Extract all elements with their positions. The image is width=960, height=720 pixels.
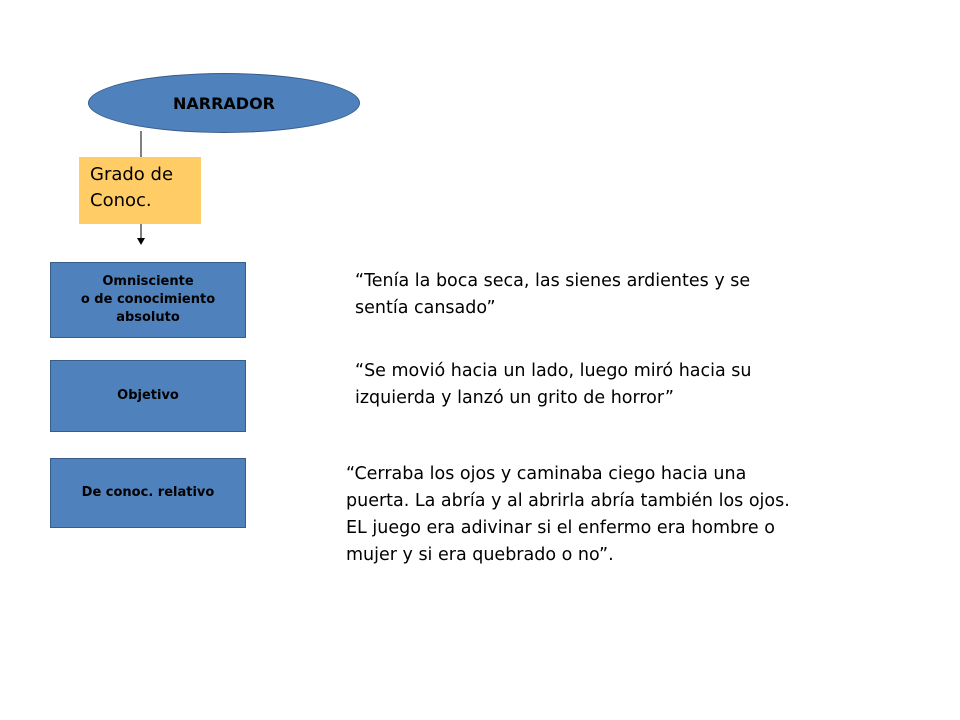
category-omnisciente — [50, 262, 246, 338]
category-omnisciente-line-1: Omnisciente — [102, 274, 194, 289]
quote-3-line-4: mujer y si era quebrado o no”. — [346, 545, 614, 565]
quote-3-line-3: EL juego era adivinar si el enfermo era hombre o — [346, 518, 775, 538]
quote-3-line-2: puerta. La abría y al abrirla abría también los ojos. — [346, 491, 790, 511]
quote-1-line-1: “Tenía la boca seca, las sienes ardientes y se — [355, 271, 751, 291]
arrowhead-icon — [137, 238, 145, 245]
category-relativo — [50, 458, 246, 528]
grado-label-line-2: Conoc. — [90, 190, 152, 211]
category-objetivo — [50, 360, 246, 432]
example-quote-relativo — [346, 461, 790, 569]
category-omnisciente-line-2: o de conocimiento — [80, 292, 216, 307]
grado-de-conocimiento-box — [79, 157, 201, 224]
example-quote-objetivo — [355, 358, 751, 412]
narrador-label: NARRADOR — [173, 93, 275, 113]
quote-3-line-1: “Cerraba los ojos y caminaba ciego hacia una — [346, 464, 747, 484]
quote-1-line-2: sentía cansado” — [355, 298, 496, 318]
narrador-node — [88, 73, 360, 133]
category-omnisciente-line-3: absoluto — [116, 310, 180, 325]
quote-2-line-2: izquierda y lanzó un grito de horror” — [355, 388, 674, 408]
example-quote-omnisciente — [355, 268, 750, 322]
category-objetivo-label: Objetivo — [117, 388, 179, 403]
grado-label-line-1: Grado de — [90, 164, 174, 185]
quote-2-line-1: “Se movió hacia un lado, luego miró hacia su — [355, 361, 752, 381]
category-relativo-label: De conoc. relativo — [81, 485, 215, 500]
